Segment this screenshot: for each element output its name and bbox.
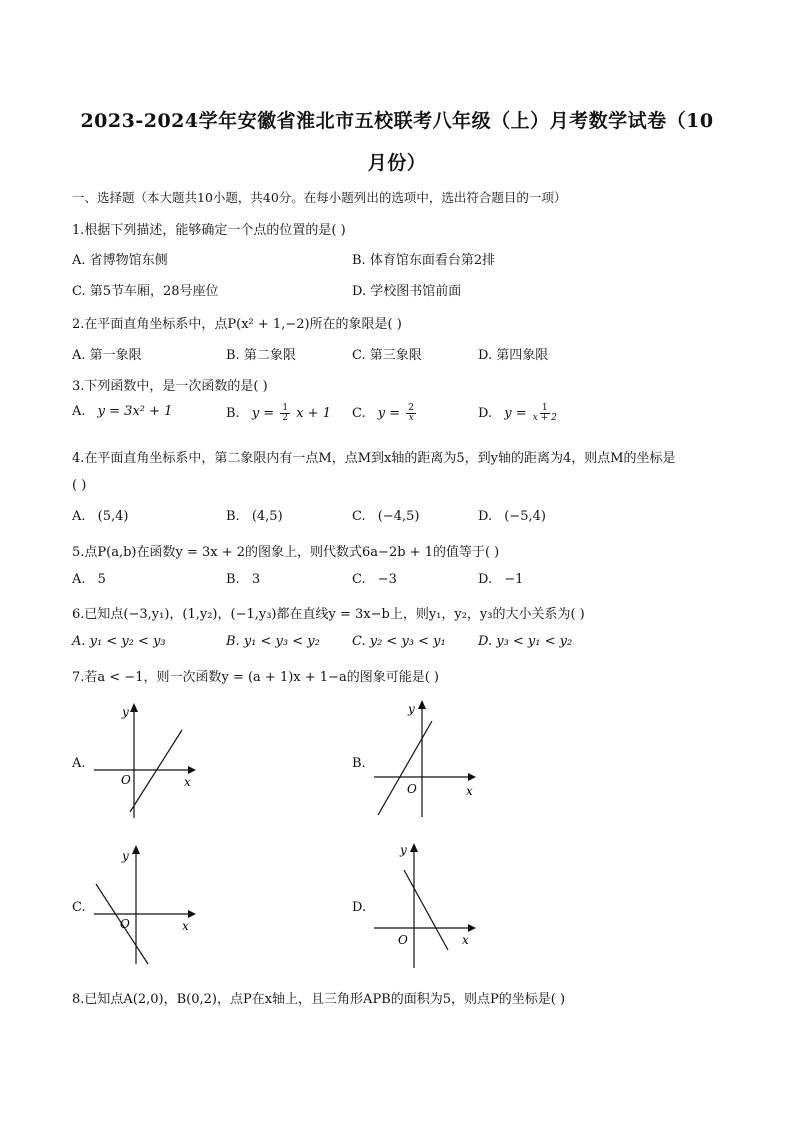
question-4-stem: 4.在平面直角坐标系中，第二象限内有一点M，点M到x轴的距离为5，到y轴的距离为4，则点M的坐标是 (72, 451, 676, 466)
question-5-option-b (226, 572, 260, 587)
option-value: (5,4) (97, 509, 129, 524)
question-1-option-a: A. 省博物馆东侧 (72, 253, 168, 268)
option-label: C. (352, 572, 366, 587)
question-6-option-d: D. y₃ < y₁ < y₂ (478, 634, 573, 649)
question-3-option-a (72, 404, 172, 419)
x-axis-arrow (188, 910, 196, 918)
option-label: B. (226, 572, 240, 587)
option-value: (−5,4) (504, 509, 546, 524)
question-7-graph-d (370, 840, 485, 970)
y-axis-label: y (122, 705, 129, 719)
option-label: A. (72, 572, 86, 587)
origin-label: O (398, 933, 408, 947)
question-3-option-c (352, 404, 418, 423)
question-2-option-b: B. 第二象限 (226, 348, 296, 363)
exam-title-line1: 2023-2024学年安徽省淮北市五校联考八年级（上）月考数学试卷（10 (80, 110, 714, 132)
x-axis-label: x (182, 919, 189, 933)
x-axis-label: x (462, 933, 469, 947)
question-5-option-c (352, 572, 397, 587)
question-7-option-d-label: D. (352, 900, 367, 915)
x-axis-arrow (468, 924, 476, 932)
y-axis-arrow (132, 845, 140, 854)
fraction (280, 404, 290, 423)
option-label: D. (478, 406, 493, 421)
question-4-stem-cont: ( ) (72, 478, 87, 493)
option-label: C. (352, 406, 366, 421)
question-5-option-a (72, 572, 106, 587)
origin-label: O (407, 782, 417, 796)
fraction-denominator: x + 2 (532, 413, 557, 423)
question-2-option-c: C. 第三象限 (352, 348, 422, 363)
question-7-stem: 7.若a < −1，则一次函数y = (a + 1)x + 1−a的图象可能是( ) (72, 670, 439, 685)
function-line (404, 870, 448, 950)
option-label: B. (226, 509, 240, 524)
question-2-option-d: D. 第四象限 (478, 348, 549, 363)
question-3-option-b (226, 404, 331, 423)
option-value: 5 (97, 572, 106, 587)
option-value: (−4,5) (377, 509, 420, 524)
fraction (406, 404, 416, 423)
y-axis-arrow (410, 843, 418, 852)
function-line (378, 721, 432, 815)
y-axis-label: y (400, 843, 407, 857)
question-1-stem: 1.根据下列描述，能够确定一个点的位置的是( ) (72, 223, 346, 238)
question-7-graph-c (90, 840, 205, 970)
question-4-option-c (352, 509, 419, 524)
origin-label: O (121, 773, 131, 787)
y-axis-arrow (418, 700, 426, 709)
question-7-graph-a (90, 700, 205, 825)
question-7-graph-b (370, 695, 485, 825)
x-axis-label: x (466, 784, 473, 798)
question-8-stem: 8.已知点A(2,0)，B(0,2)，点P在x轴上，且三角形APB的面积为5，则点P的坐标是( ) (72, 992, 566, 1007)
function-line (130, 730, 182, 812)
question-6-stem: 6.已知点(−3,y₁)，(1,y₂)，(−1,y₃)都在直线y = 3x−b上，则y₁，y₂，y₃的大小关系为( ) (72, 607, 585, 622)
question-3-option-d (478, 404, 559, 423)
question-1-option-d: D. 学校图书馆前面 (352, 284, 462, 299)
question-7-option-b-label: B. (352, 756, 366, 771)
fraction (533, 404, 557, 423)
question-5-option-d (478, 572, 523, 587)
question-5-stem: 5.点P(a,b)在函数y = 3x + 2的图象上，则代数式6a−2b + 1的值等于( ) (72, 545, 500, 560)
fraction-numerator: 1 (282, 403, 289, 413)
option-label: D. (478, 509, 493, 524)
option-formula-lhs: y = (251, 406, 275, 421)
option-label: C. (352, 509, 366, 524)
x-axis-arrow (188, 766, 196, 774)
option-value: (4,5) (251, 509, 283, 524)
exam-title-line2: 月份） (367, 152, 427, 174)
question-4-option-b (226, 509, 283, 524)
option-formula: y = 3x² + 1 (97, 404, 173, 419)
fraction-numerator: 2 (408, 403, 415, 413)
option-formula-rhs: x + 1 (296, 406, 331, 421)
origin-label: O (120, 917, 130, 931)
question-4-option-d (478, 509, 546, 524)
question-7-option-c-label: C. (72, 900, 86, 915)
question-6-option-c: C. y₂ < y₃ < y₁ (352, 634, 446, 649)
question-1-option-c: C. 第5节车厢，28号座位 (72, 284, 219, 299)
question-7-option-a-label: A. (72, 756, 86, 771)
y-axis-arrow (130, 703, 138, 712)
option-label: B. (226, 406, 240, 421)
x-axis-label: x (184, 775, 191, 789)
fraction-numerator: 1 (541, 403, 548, 413)
option-value: −3 (377, 572, 397, 587)
section-heading: 一、选择题（本大题共10小题，共40分。在每小题列出的选项中，选出符合题目的一项） (72, 190, 567, 205)
option-formula-lhs: y = (504, 406, 527, 421)
question-4-option-a (72, 509, 129, 524)
fraction-denominator: x (408, 413, 414, 423)
question-6-option-b: B. y₁ < y₃ < y₂ (226, 634, 320, 649)
question-6-option-a: A. y₁ < y₂ < y₃ (72, 634, 166, 649)
question-2-option-a: A. 第一象限 (72, 348, 142, 363)
fraction-denominator: 2 (282, 413, 289, 423)
y-axis-label: y (122, 849, 129, 863)
option-value: 3 (251, 572, 261, 587)
question-2-stem: 2.在平面直角坐标系中，点P(x² + 1,−2)所在的象限是( ) (72, 317, 402, 332)
y-axis-label: y (408, 702, 415, 716)
option-formula-lhs: y = (377, 406, 401, 421)
option-label: A. (72, 404, 86, 419)
question-1-option-b: B. 体育馆东面看台第2排 (352, 253, 496, 268)
option-label: D. (478, 572, 493, 587)
x-axis-arrow (468, 773, 476, 781)
question-3-stem: 3.下列函数中，是一次函数的是( ) (72, 379, 268, 394)
option-value: −1 (504, 572, 524, 587)
option-label: A. (72, 509, 86, 524)
